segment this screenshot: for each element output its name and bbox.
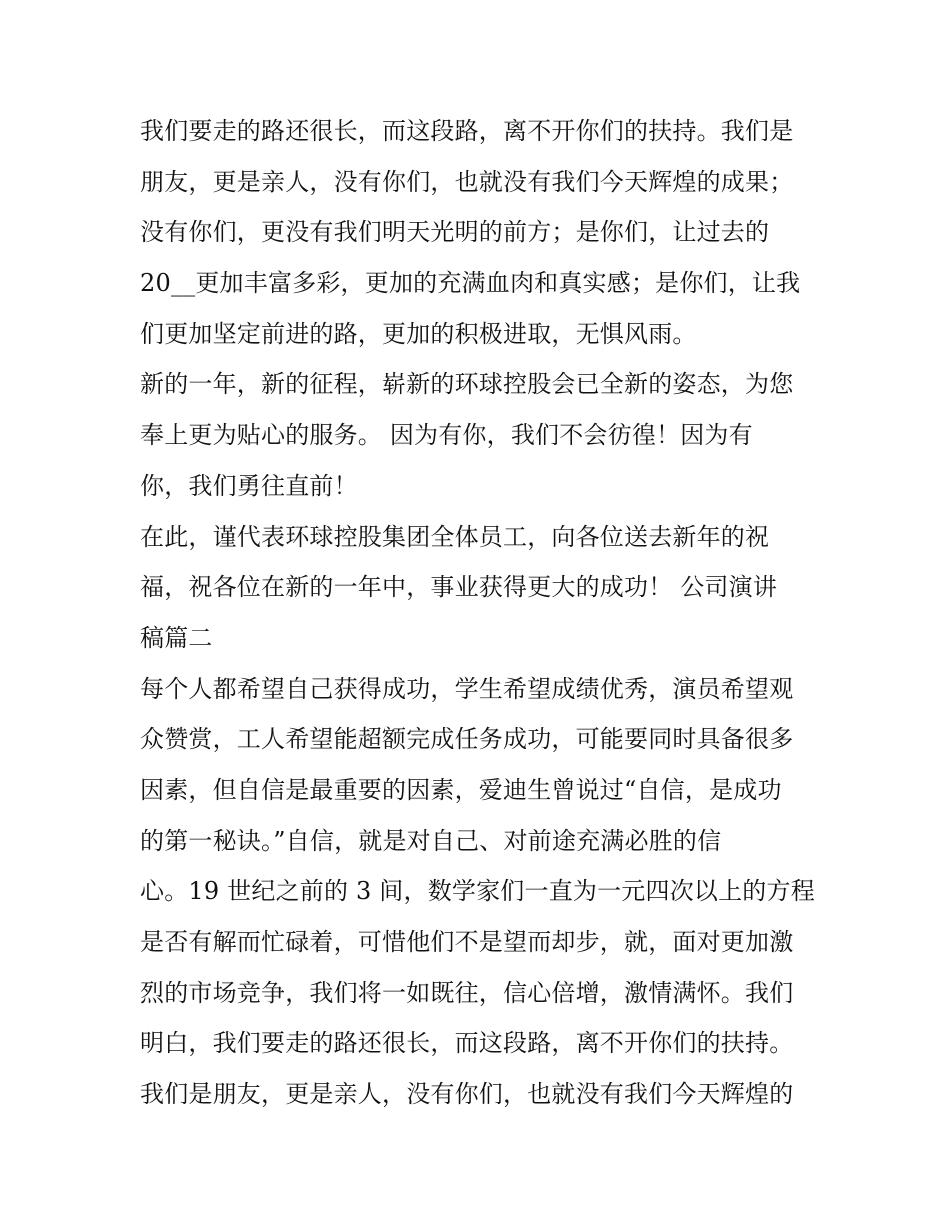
text-line: 福，祝各位在新的一年中，事业获得更大的成功！ 公司演讲 — [140, 573, 778, 602]
text-line: 没有你们，更没有我们明天光明的前方；是你们，让过去的 — [140, 218, 770, 247]
text-line: 在此，谨代表环球控股集团全体员工，向各位送去新年的祝 — [140, 522, 770, 551]
text-line: 烈的市场竞争，我们将一如既往，信心倍增，激情满怀。我们 — [140, 978, 794, 1007]
text-line: 我们要走的路还很长，而这段路，离不开你们的扶持。我们是 — [140, 117, 794, 145]
text-line: 每个人都希望自己获得成功，学生希望成绩优秀，演员希望观 — [140, 674, 794, 703]
text-line: 奉上更为贴心的服务。 因为有你，我们不会彷徨！因为有 — [140, 421, 753, 450]
section-heading: 稿篇二 — [140, 623, 213, 652]
text-line: 新的一年，新的征程，崭新的环球控股会已全新的姿态，为您 — [140, 370, 794, 399]
text-line: 心。19 世纪之前的 3 间，数学家们一直为一元四次以上的方程 — [140, 877, 815, 906]
text-line: 是否有解而忙碌着，可惜他们不是望而却步，就，面对更加激 — [140, 928, 794, 956]
text-line: 们更加坚定前进的路，更加的积极进取，无惧风雨。 — [140, 319, 697, 348]
text-line: 你，我们勇往直前！ — [140, 471, 358, 500]
text-line: 众赞赏，工人希望能超额完成任务成功，可能要同时具备很多 — [140, 725, 794, 754]
text-line: 因素，但自信是最重要的因素，爱迪生曾说过“自信，是成功 — [140, 775, 782, 804]
text-line: 我们是朋友，更是亲人，没有你们，也就没有我们今天辉煌的 — [140, 1080, 794, 1109]
text-line: 明白，我们要走的路还很长，而这段路，离不开你们的扶持。 — [140, 1029, 794, 1058]
text-line: 20__更加丰富多彩，更加的充满血肉和真实感；是你们，让我 — [140, 269, 801, 298]
text-line: 朋友，更是亲人，没有你们，也就没有我们今天辉煌的成果； — [140, 167, 794, 196]
body-text — [140, 106, 820, 1120]
text-line: 的第一秘诀。”自信，就是对自己、对前途充满必胜的信 — [140, 826, 722, 855]
